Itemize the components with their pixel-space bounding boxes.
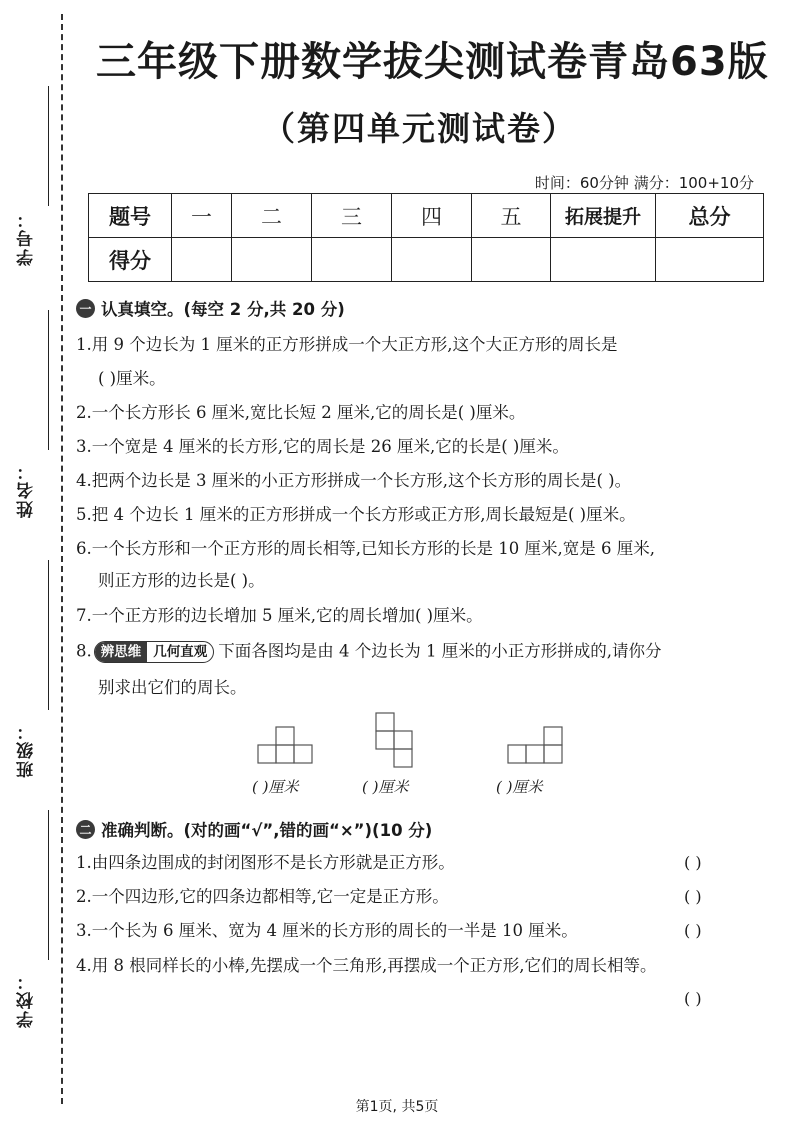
s2-answer-paren-3[interactable]: ( ) [684, 921, 702, 940]
s1-question-1: 1.用 9 个边长为 1 厘米的正方形拼成一个大正方形,这个大正方形的周长是 [76, 335, 618, 354]
section2-heading [76, 817, 432, 841]
s1-question-6: 6.一个长方形和一个正方形的周长相等,已知长方形的长是 10 厘米,宽是 6 厘米, [76, 539, 655, 558]
s1-question-8-cont: 别求出它们的周长。 [98, 678, 247, 697]
name-rule [48, 310, 49, 450]
score-header-cell: 五 [472, 194, 551, 238]
score-cell[interactable] [551, 238, 656, 282]
figure1-square [276, 745, 294, 763]
s2-question-1: 1.由四条边围成的封闭图形不是长方形就是正方形。 [76, 853, 455, 872]
score-cell[interactable] [472, 238, 551, 282]
score-header-cell: 总分 [656, 194, 764, 238]
section1-badge: 一 [76, 299, 95, 318]
class-label: 班级： [17, 721, 37, 779]
section2-badge: 二 [76, 820, 95, 839]
score-table [88, 193, 764, 282]
s2-question-2: 2.一个四边形,它的四条边都相等,它一定是正方形。 [76, 887, 449, 906]
page-title: 三年级下册数学拔尖测试卷青岛63版 [96, 39, 769, 85]
score-cell[interactable] [312, 238, 392, 282]
s1-question-8 [76, 641, 661, 663]
score-cell[interactable] [172, 238, 232, 282]
student-id-label: 学号： [17, 209, 37, 267]
binding-dashed-line [61, 14, 63, 1104]
name-label: 姓名： [17, 461, 37, 519]
school-label: 学校： [17, 971, 37, 1029]
score-header-cell: 一 [172, 194, 232, 238]
figure2-square [394, 731, 412, 749]
thinking-tag [94, 641, 215, 663]
square-figures [250, 708, 590, 770]
score-header-cell: 题号 [89, 194, 172, 238]
s1-question-7[interactable]: 7.一个正方形的边长增加 5 厘米,它的周长增加( )厘米。 [76, 606, 483, 625]
score-row-label: 得分 [89, 238, 172, 282]
page-footer: 第1页, 共5页 [355, 1099, 439, 1115]
class-rule [48, 560, 49, 710]
school-rule [48, 810, 49, 960]
figure2-square [394, 749, 412, 767]
s1-question-5[interactable]: 5.把 4 个边长 1 厘米的正方形拼成一个长方形或正方形,周长最短是( )厘米。 [76, 505, 636, 524]
score-table-score-row [89, 238, 764, 282]
figure1-square [258, 745, 276, 763]
score-header-cell: 四 [392, 194, 472, 238]
section1-heading-text: 认真填空。(每空 2 分,共 20 分) [101, 300, 345, 319]
s2-answer-paren-4[interactable]: ( ) [684, 989, 702, 1008]
student-id-rule [48, 86, 49, 206]
s1-question-1-cont[interactable]: ( )厘米。 [98, 369, 166, 388]
score-header-cell: 拓展提升 [551, 194, 656, 238]
figure3-square [526, 745, 544, 763]
geometry-tag-label: 几何直观 [153, 644, 208, 660]
figure1-square [294, 745, 312, 763]
figure3-square [544, 727, 562, 745]
s2-answer-paren-1[interactable]: ( ) [684, 853, 702, 872]
page-subtitle: （第四单元测试卷） [262, 109, 577, 148]
score-header-cell: 三 [312, 194, 392, 238]
s2-answer-paren-2[interactable]: ( ) [684, 887, 702, 906]
section1-heading [76, 296, 345, 320]
section2-heading-text: 准确判断。(对的画“√”,错的画“×”)(10 分) [101, 821, 433, 840]
score-header-cell: 二 [232, 194, 312, 238]
s1-question-4[interactable]: 4.把两个边长是 3 厘米的小正方形拼成一个长方形,这个长方形的周长是( )。 [76, 471, 632, 490]
s2-question-4: 4.用 8 根同样长的小棒,先摆成一个三角形,再摆成一个正方形,它们的周长相等。 [76, 956, 657, 975]
score-cell[interactable] [232, 238, 312, 282]
s1-question-8-text: 下面各图均是由 4 个边长为 1 厘米的小正方形拼成的,请你分 [218, 641, 662, 661]
score-cell[interactable] [392, 238, 472, 282]
score-table-header-row [89, 194, 764, 238]
s2-question-3: 3.一个长为 6 厘米、宽为 4 厘米的长方形的周长的一半是 10 厘米。 [76, 921, 578, 940]
exam-meta: 时间：60分钟 满分：100+10分 [534, 174, 754, 192]
figure1-answer[interactable]: ( )厘米 [252, 778, 299, 796]
figure2-square [376, 731, 394, 749]
figure3-answer[interactable]: ( )厘米 [496, 778, 543, 796]
thinking-tag-label: 辨思维 [95, 642, 148, 662]
figure3-square [508, 745, 526, 763]
s1-question-6-cont[interactable]: 则正方形的边长是( )。 [98, 571, 265, 590]
figure2-square [376, 713, 394, 731]
s1-question-3[interactable]: 3.一个宽是 4 厘米的长方形,它的周长是 26 厘米,它的长是( )厘米。 [76, 437, 569, 456]
s1-question-8-number: 8. [76, 641, 92, 661]
s1-question-2[interactable]: 2.一个长方形长 6 厘米,宽比长短 2 厘米,它的周长是( )厘米。 [76, 403, 526, 422]
figure3-square [544, 745, 562, 763]
figure1-square [276, 727, 294, 745]
score-cell[interactable] [656, 238, 764, 282]
figure2-answer[interactable]: ( )厘米 [362, 778, 409, 796]
